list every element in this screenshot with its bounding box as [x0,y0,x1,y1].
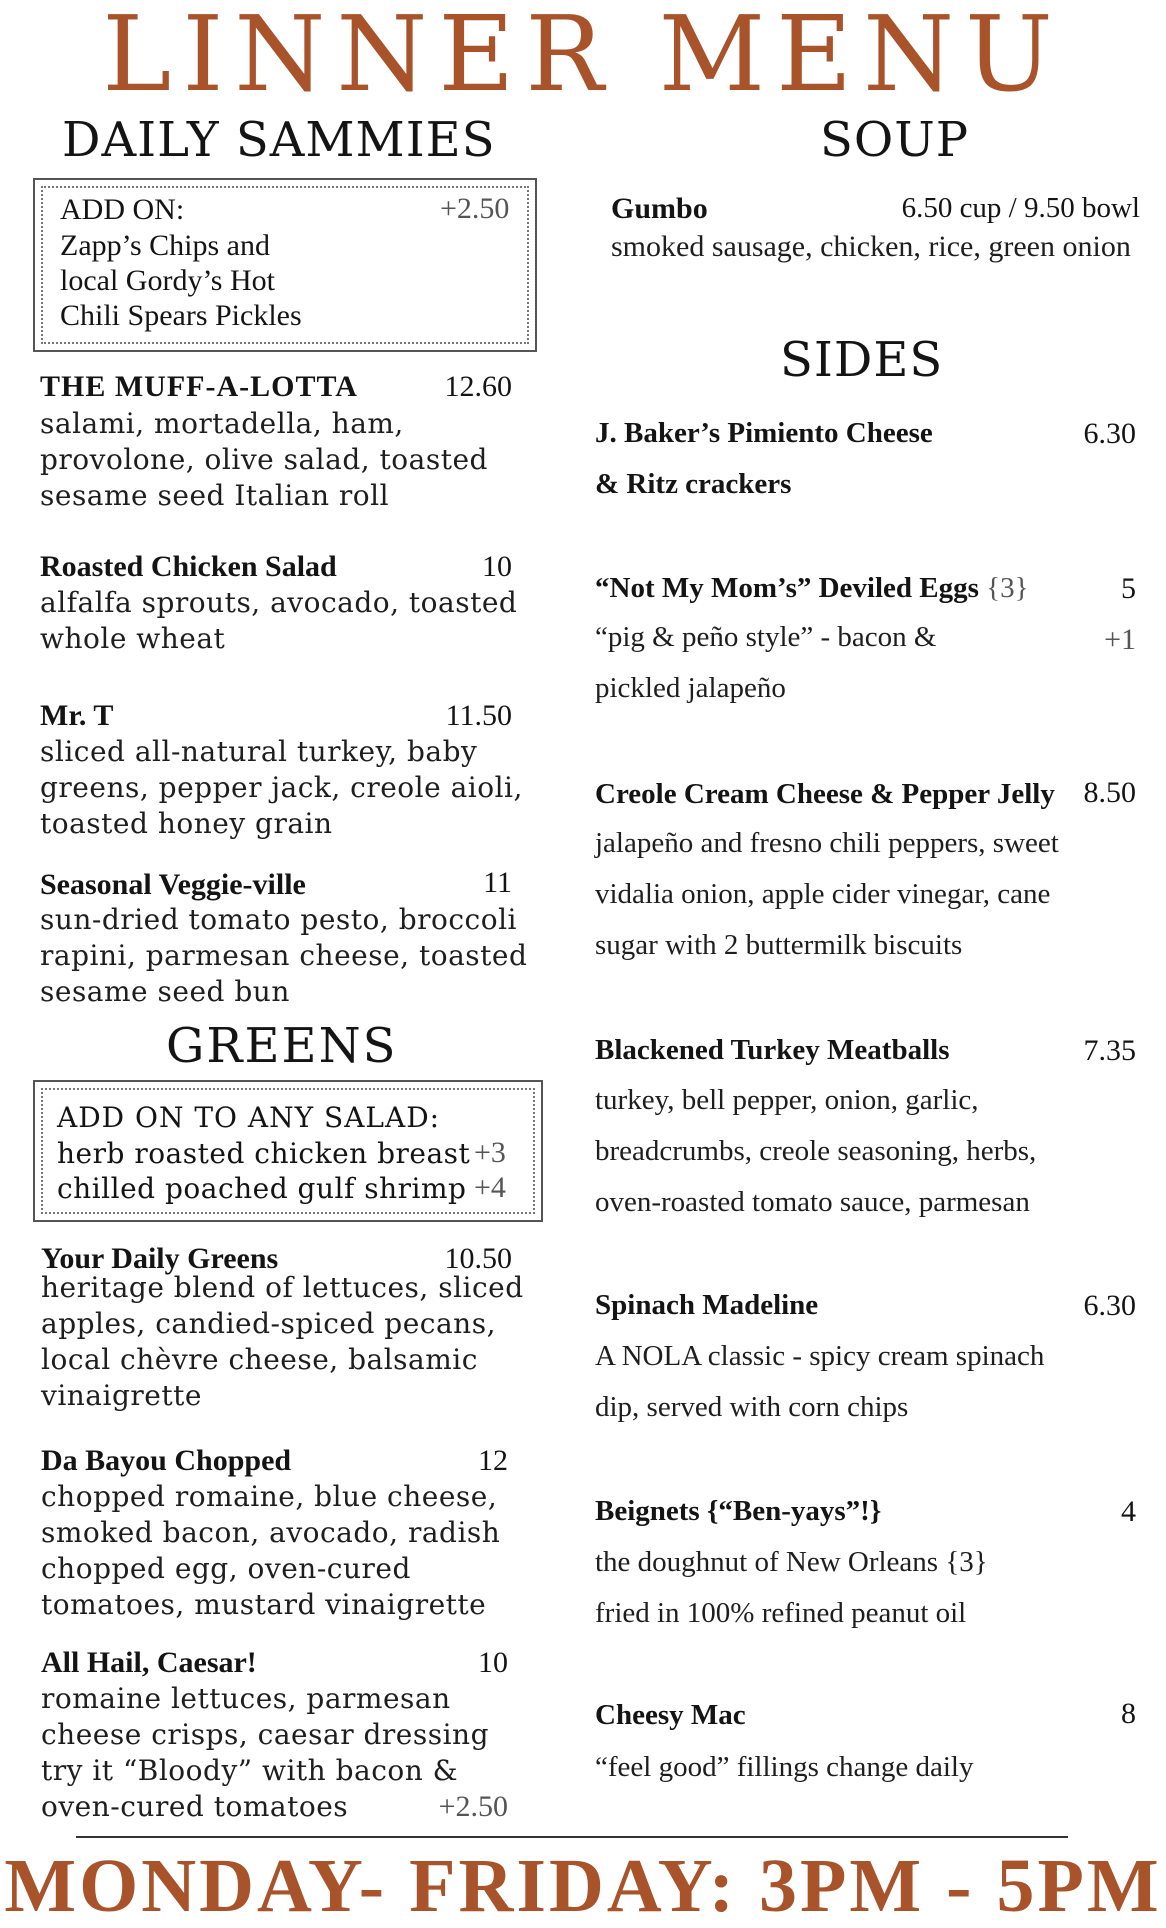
side-name-text: Beignets [595,1495,700,1527]
desc-line: oven-cured tomatoes [41,1790,349,1823]
side-name: Spinach Madeline [595,1289,819,1321]
sammie-desc [40,585,517,657]
sammies-addon-line: Zapp’s Chips and [60,229,270,262]
greens-desc [41,1479,500,1623]
side-price: 8 [1121,1697,1136,1730]
sammie-price: 11.50 [445,699,512,732]
desc-line: sesame seed Italian roll [40,479,390,512]
side-price: 5 [1121,572,1136,605]
greens-addon-price: +3 [474,1136,506,1169]
desc-line: heritage blend of lettuces, sliced [41,1271,524,1304]
greens-name: All Hail, Caesar! [41,1646,257,1679]
greens-desc [41,1270,524,1414]
greens-addon-label: ADD ON TO ANY SALAD: [57,1101,441,1134]
greens-price: 12 [478,1444,508,1477]
desc-line: A NOLA classic - spicy cream spinach [595,1340,1045,1372]
sammie-desc [40,406,488,514]
desc-line: tomatoes, mustard vinaigrette [41,1588,487,1621]
desc-line: the doughnut of New Orleans {3} [595,1546,988,1578]
sammie-name: Mr. T [40,699,114,732]
desc-line: local chèvre cheese, balsamic [41,1343,478,1376]
desc-line: “pig & peño style” - bacon & [595,621,937,653]
sammie-price: 12.60 [444,370,512,403]
sammie-name: Seasonal Veggie-ville [40,868,306,901]
side-desc [595,1075,1036,1228]
sammie-price: 10 [482,550,512,583]
desc-line: sugar with 2 buttermilk biscuits [595,929,963,961]
side-name-text: “Not My Mom’s” Deviled Eggs [595,572,979,604]
soup-price: 6.50 cup / 9.50 bowl [901,192,1140,224]
desc-line: sliced all-natural turkey, baby [40,735,478,768]
menu-title: LINNER MENU [102,0,1064,115]
greens-heading: GREENS [166,1018,398,1074]
desc-line: apples, candied-spiced pecans, [41,1307,496,1340]
side-name: Blackened Turkey Meatballs [595,1034,950,1066]
greens-price: 10.50 [444,1242,512,1275]
hours-banner: MONDAY- FRIDAY: 3PM - 5PM [4,1844,1162,1928]
side-nickname: {“Ben-yays”!} [706,1495,882,1527]
desc-line: chopped egg, oven-cured [41,1552,411,1585]
side-price: 4 [1121,1495,1136,1528]
desc-line: oven-roasted tomato sauce, parmesan [595,1186,1030,1218]
desc-line: smoked bacon, avocado, radish [41,1516,501,1549]
desc-line: “feel good” fillings change daily [595,1751,974,1783]
side-extra-price: +1 [1104,623,1136,656]
sammie-price: 11 [483,866,512,899]
desc-line: sesame seed bun [40,975,290,1008]
sammies-addon-line: Chili Spears Pickles [60,299,302,332]
desc-line: fried in 100% refined peanut oil [595,1597,967,1629]
side-name [595,1497,881,1526]
desc-line: vidalia onion, apple cider vinegar, cane [595,878,1051,910]
greens-name: Da Bayou Chopped [41,1444,292,1477]
desc-line: sun-dried tomato pesto, broccoli [40,903,517,936]
sammie-name: THE MUFF-A-LOTTA [40,370,358,403]
desc-line: pickled jalapeño [595,672,786,704]
desc-line: rapini, parmesan cheese, toasted [40,939,528,972]
soup-desc: smoked sausage, chicken, rice, green onion [611,230,1131,263]
soup-heading: SOUP [820,112,969,168]
desc-line: toasted honey grain [40,807,333,840]
side-price: 7.35 [1083,1034,1136,1067]
side-name: J. Baker’s Pimiento Cheese [595,417,933,449]
desc-line: chopped romaine, blue cheese, [41,1480,498,1513]
desc-line: romaine lettuces, parmesan [41,1682,451,1715]
desc-line: try it “Bloody” with bacon & [41,1754,459,1787]
soup-name: Gumbo [611,192,708,225]
side-name [595,574,1029,603]
side-name: Cheesy Mac [595,1699,746,1731]
sides-heading: SIDES [780,332,944,388]
greens-addon-price: +4 [474,1171,506,1204]
desc-line: dip, served with corn chips [595,1391,909,1423]
side-price: 6.30 [1083,1289,1136,1322]
sammie-desc [40,902,527,1010]
sammie-name: Roasted Chicken Salad [40,550,337,583]
side-desc [595,1742,973,1793]
side-desc [595,818,1059,971]
side-qty: {3} [986,572,1029,604]
desc-line: salami, mortadella, ham, [40,407,404,440]
desc-line: whole wheat [40,622,226,655]
sammies-addon-line: local Gordy’s Hot [60,264,275,297]
sammies-heading: DAILY SAMMIES [62,112,496,168]
desc-line: alfalfa sprouts, avocado, toasted [40,586,518,619]
side-name: Creole Cream Cheese & Pepper Jelly [595,778,1055,810]
sammies-addon-label: ADD ON: [60,193,185,226]
desc-line: cheese crisps, caesar dressing [41,1718,490,1751]
desc-line: turkey, bell pepper, onion, garlic, [595,1084,979,1116]
sammie-desc [40,734,523,842]
greens-addon-line: herb roasted chicken breast [57,1137,471,1170]
side-desc [595,612,936,714]
side-name-line2: & Ritz crackers [595,468,792,500]
greens-price: 10 [478,1646,508,1679]
side-price: 6.30 [1083,417,1136,450]
desc-line: jalapeño and fresno chili peppers, sweet [595,827,1059,859]
desc-line: breadcrumbs, creole seasoning, herbs, [595,1135,1037,1167]
side-desc [595,1331,1044,1433]
side-price: 8.50 [1083,776,1136,809]
caesar-extra-price: +2.50 [438,1790,508,1823]
desc-line: greens, pepper jack, creole aioli, [40,771,523,804]
desc-line: provolone, olive salad, toasted [40,443,488,476]
sammies-addon-price: +2.50 [440,192,510,225]
desc-line: vinaigrette [41,1379,202,1412]
greens-name: Your Daily Greens [41,1242,279,1275]
footer-divider [76,1836,1068,1838]
greens-addon-line: chilled poached gulf shrimp [57,1172,467,1205]
side-desc [595,1537,988,1639]
